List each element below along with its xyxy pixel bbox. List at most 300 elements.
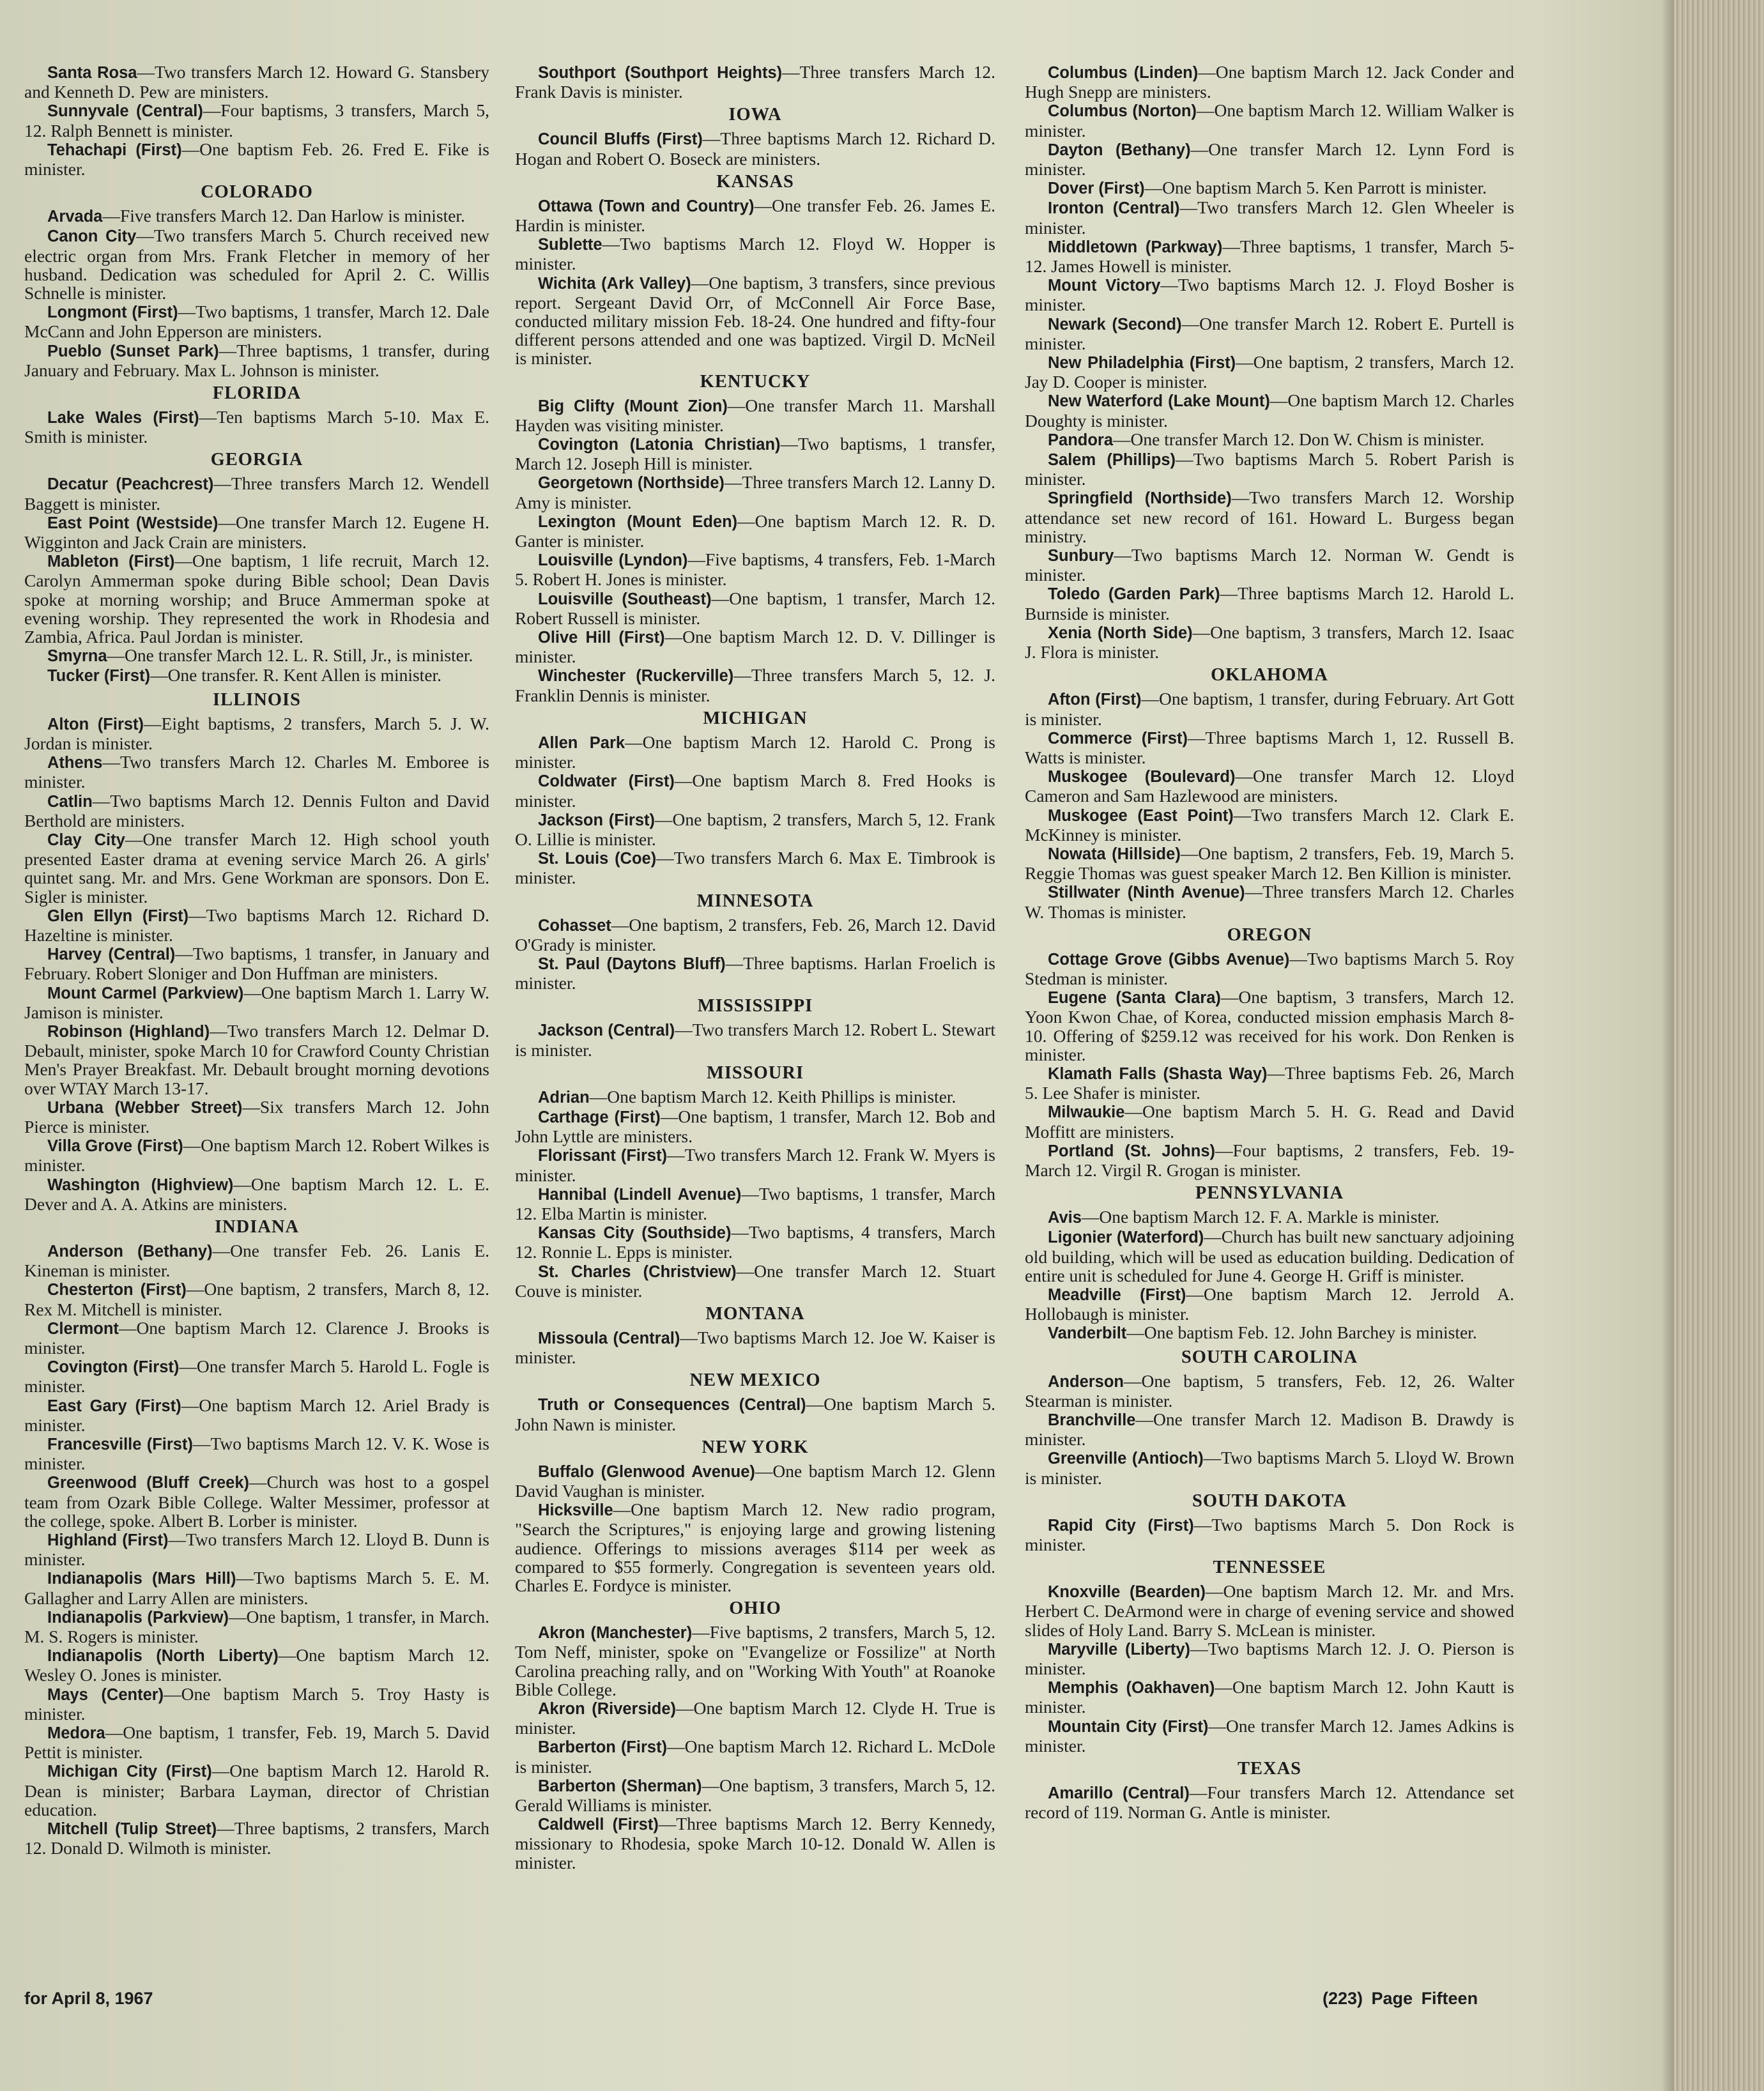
church-report [24,1607,489,1646]
report-text: —One baptism, 2 transfers, March 12. Jay D. Cooper is minister. [1025,352,1514,392]
report-text: —Church was host to a gospel team from Ozark Bible College. Walter Messimer, professor at the college, spoke. Albert B. Lorber is minister. [24,1472,489,1531]
church-name: Carthage (First) [538,1108,661,1126]
report-text: —One transfer March 5. Harold L. Fogle is minister. [24,1356,489,1397]
church-name: St. Louis (Coe) [538,850,657,868]
church-name: Kansas City (Southside) [538,1224,732,1243]
church-report [515,550,995,588]
report-text: —Two transfers March 5. Church received new electric organ from Mrs. Frank Fletcher in memory of her husband. Dedication was scheduled for April 2. C. Willis Schnelle is minister. [24,226,489,303]
state-heading: TEXAS [1237,1759,1302,1779]
church-name: Klamath Falls (Shasta Way) [1048,1064,1268,1083]
state-heading: MONTANA [705,1303,805,1324]
church-name: Clay City [47,831,125,849]
church-report [1025,1582,1514,1639]
report-text: —Three baptisms, 1 transfer, March 5-12. James Howell is minister. [1025,236,1514,277]
report-text: —One baptism March 1. Larry W. Jamison is minister. [24,982,489,1022]
report-text: —One baptism March 12. Robert Wilkes is minister. [24,1135,489,1176]
church-name: Sunbury [1048,547,1114,565]
church-name: Missoula (Central) [538,1329,680,1347]
church-report [1025,546,1514,584]
state-heading: SOUTH DAKOTA [1192,1490,1347,1511]
church-report [515,589,995,627]
report-text: —Three baptisms March 12. Richard D. Hogan and Robert O. Boseck are ministers. [515,128,995,169]
church-report [24,646,489,666]
church-name: Columbus (Linden) [1048,64,1199,82]
church-report [1025,1717,1514,1755]
church-report [1025,728,1514,767]
column-1 [24,63,489,1857]
church-name: Harvey (Central) [47,946,176,964]
report-text: —One baptism, 2 transfers, Feb. 26, March 12. David O'Grady is minister. [515,914,995,954]
church-name: Xenia (North Side) [1048,624,1193,642]
church-report [1025,140,1514,178]
church-name: Salem (Phillips) [1048,451,1176,470]
church-report [515,1737,995,1775]
report-text: —One baptism March 8. Fred Hooks is minister. [515,770,996,811]
state-heading: OREGON [1227,924,1312,945]
report-text: —One baptism, 1 transfer, Feb. 19, March 5. David Pettit is minister. [24,1722,489,1763]
church-report [24,753,489,791]
church-name: Avis [1048,1209,1082,1227]
church-report [24,1761,489,1819]
church-report [24,1530,489,1568]
church-name: Georgetown (Northside) [538,474,725,493]
church-name: Athens [47,754,103,772]
report-text: —One baptism March 12. Jerrold A. Hollobaugh is minister. [1025,1283,1514,1324]
report-text: —Three transfers March 12. Lanny D. Amy is minister. [515,472,995,512]
church-name: Greenwood (Bluff Creek) [47,1474,250,1492]
church-report [1025,101,1514,139]
church-report [1025,275,1514,314]
church-name: Commerce (First) [1048,729,1188,747]
report-text: —One transfer March 12. Eugene H. Wigginton and Jack Crain are ministers. [24,512,489,553]
report-text: —One baptism, 1 life recruit, March 12. Carolyn Ammerman spoke during Bible school; Dean Davis spoke at morning worship; and Bruce Ammerman spoke at evening worship. They represented the work in Rhodesia and Zambia, Africa. Paul Jordan is minister. [24,551,489,647]
church-name: Caldwell (First) [538,1816,659,1834]
report-text: —Three baptisms March 12. Harold L. Burnside is minister. [1025,583,1514,624]
church-name: Canon City [47,227,137,246]
church-report [24,666,489,686]
church-name: East Gary (First) [47,1397,181,1415]
church-report [24,1241,489,1280]
state-heading: OHIO [729,1598,781,1619]
report-text: —One baptism March 5. H. G. Read and David Moffitt are ministers. [1025,1101,1514,1142]
report-text: —One transfer March 12. L. R. Still, Jr., is minister. [107,645,473,666]
church-report [515,771,995,809]
church-name: Jackson (Central) [538,1022,675,1040]
church-name: Pueblo (Sunset Park) [47,342,219,360]
church-name: Tucker (First) [47,667,151,686]
report-text: —Three baptisms, 2 transfers, March 12. Donald D. Wilmoth is minister. [24,1818,489,1858]
church-report [24,1280,489,1318]
church-report [24,206,489,226]
church-name: Robinson (Highland) [47,1022,210,1041]
church-report [1025,1323,1514,1343]
church-report [1025,314,1514,353]
report-text: —One baptism Feb. 26. Fred E. Fike is minister. [24,139,489,180]
report-text: —One baptism, 3 transfers, March 12. Yoon Kwon Chae, of Korea, conducted mission emphasis March 8-10. Offering of $259.12 was received for his work. Don Renken is minister. [1025,987,1514,1064]
church-name: Medora [47,1724,105,1743]
church-report [515,273,995,368]
church-name: Indianapolis (North Liberty) [47,1647,279,1666]
church-name: Mount Victory [1048,277,1161,295]
church-report [515,196,995,234]
report-text: —One baptism, 3 transfers, March 12. Isaac J. Flora is minister. [1025,622,1514,663]
state-heading: KANSAS [716,171,794,192]
report-text: —One baptism, 3 transfers, since previous report. Sergeant David Orr, of McConnell Air Force Base, conducted military mission Feb. 18-24. One hundred and fifty-four different persons attended and one was baptized. Virgil D. McNeil is minister. [515,272,995,369]
report-text: —One baptism, 2 transfers, March 5, 12. Frank O. Lillie is minister. [515,809,995,849]
report-text: —One baptism March 12. L. E. Dever and A. A. Atkins are ministers. [24,1174,490,1214]
report-text: —One baptism March 12. Keith Phillips is minister. [589,1086,956,1107]
report-text: —One baptism March 5. John Nawn is minister. [515,1394,995,1434]
church-report [1025,1783,1514,1821]
report-text: —One transfer March 12. High school youth presented Easter drama at evening service March 26. A girls' quintet sang. Mr. and Mrs. Gene Workman are sponsors. Don E. Sigler is minister. [24,829,489,907]
report-text: —One transfer March 11. Marshall Hayden was visiting minister. [515,395,995,435]
report-text: —Four baptisms, 2 transfers, Feb. 19-March 12. Virgil R. Grogan is minister. [1025,1140,1514,1180]
report-text: —One baptism March 12. Jack Conder and Hugh Snepp are ministers. [1025,62,1514,102]
report-text: —One transfer Feb. 26. Lanis E. Kineman is minister. [24,1240,489,1281]
church-name: East Point (Westside) [47,514,219,532]
church-report [515,848,995,887]
church-report [515,473,995,511]
column-2 [515,63,995,1872]
report-text: —Two transfers March 12. Worship attendance set new record of 161. Howard L. Burgess began ministry. [1025,487,1514,546]
church-report [24,1568,489,1607]
church-report [24,408,489,446]
church-report [1025,1285,1514,1323]
church-report [24,1434,489,1473]
church-name: Muskogee (East Point) [1048,806,1234,825]
church-report [24,1646,489,1684]
report-text: —Five baptisms, 2 transfers, March 5, 12. Tom Neff, minister, spoke on "Evangelize or Fossilize" at North Carolina preaching rally, and on "Working With Youth" at Roanoke Bible College. [515,1622,995,1699]
church-report [24,1175,489,1213]
state-heading: MISSISSIPPI [697,996,813,1016]
state-heading: MISSOURI [706,1062,804,1083]
church-report [1025,450,1514,488]
church-report [1025,1410,1514,1448]
report-text: —One baptism, 1 transfer, during February. Art Gott is minister. [1025,689,1514,729]
church-report [515,434,995,473]
church-report [24,63,489,101]
church-name: Adrian [538,1088,590,1107]
church-report [24,474,489,512]
church-report [515,1184,995,1223]
church-name: Branchville [1048,1411,1136,1429]
church-name: Arvada [47,208,103,226]
report-text: —Two transfers March 12. Charles M. Emboree is minister. [24,752,489,792]
church-name: Newark (Second) [1048,315,1182,333]
report-text: —Four baptisms, 3 transfers, March 5, 12. Ralph Bennett is minister. [24,100,489,141]
church-name: New Waterford (Lake Mount) [1048,392,1270,411]
report-text: —One transfer March 12. Lynn Ford is minister. [1025,139,1515,180]
report-text: —One baptism March 12. F. A. Markle is minister. [1081,1207,1439,1227]
church-name: Middletown (Parkway) [1048,238,1223,256]
church-report [1025,1372,1514,1410]
church-report [24,1098,489,1136]
report-text: —Two baptisms, 1 transfer, March 12. Dale McCann and John Epperson are ministers. [24,302,489,342]
church-report [1025,1515,1514,1554]
church-report [24,1819,489,1857]
church-report [1025,430,1514,450]
report-text: —One baptism March 12. D. V. Dillinger is minister. [515,627,995,667]
issue-date: for April 8, 1967 [24,1989,153,2008]
church-report [24,792,489,830]
church-report [24,513,489,551]
report-text: —One baptism March 12. Richard L. McDole is minister. [515,1736,995,1777]
report-text: —Two transfers March 6. Max E. Timbrook is minister. [515,848,995,888]
church-name: Decatur (Peachcrest) [47,475,214,494]
church-name: Urbana (Webber Street) [47,1098,243,1117]
church-report [515,512,995,550]
church-report [1025,178,1514,198]
report-text: —Two baptisms March 12. V. K. Wose is minister. [24,1434,490,1474]
church-name: Dover (First) [1048,180,1145,198]
report-text: —One baptism March 12. Wesley O. Jones is minister. [24,1645,489,1685]
church-report [1025,237,1514,275]
church-name: Springfield (Northside) [1048,489,1232,508]
report-text: —One baptism, 1 transfer, in March. M. S. Rogers is minister. [24,1606,489,1647]
church-name: Southport (Southport Heights) [538,64,783,82]
report-text: —Two baptisms, 4 transfers, March 12. Ronnie L. Epps is minister. [515,1222,995,1262]
church-name: Washington (Highview) [47,1176,234,1194]
church-report [24,983,489,1022]
report-text: —Two baptisms, 1 transfer, in January and February. Robert Sloniger and Don Huffman are ministers. [24,944,489,984]
report-text: —Six transfers March 12. John Pierce is minister. [24,1096,489,1137]
church-report [1025,1064,1514,1102]
report-text: —One baptism March 12. R. D. Ganter is minister. [515,510,995,551]
church-report [1025,806,1514,844]
report-text: —Three baptisms March 1, 12. Russell B. Watts is minister. [1025,727,1514,767]
report-text: —One baptism March 12. Mr. and Mrs. Herbert C. DeArmond were in charge of evening service and showed slides of Holy Land. Barry S. McLean is minister. [1025,1581,1514,1640]
report-text: —One transfer March 12. Madison B. Drawdy is minister. [1025,1409,1514,1450]
church-name: Stillwater (Ninth Avenue) [1048,884,1245,902]
church-report [515,63,995,101]
report-text: —Four transfers March 12. Attendance set record of 119. Norman G. Antle is minister. [1025,1782,1514,1823]
church-name: Akron (Manchester) [538,1624,693,1643]
report-text: —One baptism March 12. New radio program, "Search the Scriptures," is enjoying large and growing listening audience. Offerings to missions averages $114 per week as compared to $55 formerly. Congregation is seventeen years old. Charles E. Fordyce is minister. [515,1499,995,1595]
church-name: Buffalo (Glenwood Avenue) [538,1462,755,1481]
church-report [24,906,489,944]
church-name: Maryville (Liberty) [1048,1640,1191,1658]
report-text: —One baptism March 12. Harold C. Prong is minister. [515,731,995,772]
church-report [1025,63,1514,101]
state-heading: GEORGIA [210,450,303,470]
report-text: —Eight baptisms, 2 transfers, March 5. J. W. Jordan is minister. [24,713,489,753]
church-name: Ottawa (Town and Country) [538,197,755,215]
church-name: Jackson (First) [538,811,656,829]
church-report [1025,767,1514,805]
church-report [1025,1102,1514,1140]
church-name: Tehachapi (First) [47,141,182,159]
church-report [24,341,489,379]
church-name: Louisville (Southeast) [538,590,712,608]
church-name: Big Clifty (Mount Zion) [538,397,728,415]
church-report [1025,584,1514,622]
page-number: (223) Page Fifteen [1323,1989,1478,2008]
church-name: Louisville (Lyndon) [538,551,688,570]
church-report [24,226,489,302]
report-text: —Three baptisms March 12. Berry Kennedy, missionary to Rhodesia, spoke March 10-12. Donald W. Allen is minister. [515,1814,995,1873]
report-text: —One baptism March 12. Glenn David Vaughan is minister. [515,1460,995,1501]
church-name: Memphis (Oakhaven) [1048,1679,1215,1697]
church-report [1025,949,1514,988]
report-text: —One baptism March 12. Clarence J. Brooks is minister. [24,1317,489,1358]
church-report [1025,353,1514,391]
report-text: —One baptism, 2 transfers, Feb. 19, March 5. Reggie Thomas was guest speaker March 12. Ben Killion is minister. [1025,843,1514,884]
church-report [1025,623,1514,661]
church-name: Sunnyvale (Central) [47,102,203,121]
church-name: Pandora [1048,431,1114,449]
church-report [24,1319,489,1357]
church-name: Milwaukie [1048,1103,1125,1122]
church-name: Indianapolis (Parkview) [47,1608,229,1627]
church-name: Francesville (First) [47,1436,193,1453]
church-report [24,302,489,341]
church-report [24,944,489,983]
church-report [1025,1141,1514,1179]
report-text: —Two transfers March 12. Frank W. Myers is minister. [515,1145,996,1185]
church-name: Alton (First) [47,715,144,733]
church-name: Winchester (Ruckerville) [538,667,734,686]
church-name: Florissant (First) [538,1147,668,1165]
report-text: —One baptism, 1 transfer, March 12. Bob and John Lyttle are ministers. [515,1106,996,1147]
church-report [24,140,489,178]
church-report [1025,844,1514,882]
report-text: —One baptism, 5 transfers, Feb. 12, 26. Walter Stearman is minister. [1025,1370,1514,1411]
report-text: —Three transfers March 5, 12. J. Franklin Dennis is minister. [515,665,995,705]
church-report [515,1814,995,1872]
church-report [515,1776,995,1814]
church-name: Covington (First) [47,1358,180,1377]
church-name: Mays (Center) [47,1685,164,1704]
church-report [515,1699,995,1737]
state-heading: FLORIDA [212,383,302,404]
church-report [1025,1448,1514,1487]
church-name: Cottage Grove (Gibbs Avenue) [1048,950,1290,969]
church-name: Hannibal (Lindell Avenue) [538,1185,742,1204]
church-name: Highland (First) [47,1531,169,1550]
report-text: —Three transfers March 12. Wendell Baggett is minister. [24,473,489,514]
church-name: Barberton (First) [538,1738,668,1757]
report-text: —Two transfers March 12. Delmar D. Debault, minister, spoke March 10 for Crawford County Christian Men's Prayer Breakfast. Mr. Debault brought morning devotions over WTAY March 13-17. [24,1020,489,1098]
report-text: —Two baptisms March 5. E. M. Gallagher and Larry Allen are ministers. [24,1568,489,1608]
church-report [515,733,995,771]
church-report [515,129,995,167]
report-text: —Five baptisms, 4 transfers, Feb. 1-March 5. Robert H. Jones is minister. [515,549,995,590]
report-text: —Two baptisms, 1 transfer, March 12. Joseph Hill is minister. [515,434,995,474]
report-text: —Two transfers March 12. Robert L. Stewart is minister. [515,1020,995,1060]
church-name: Eugene (Santa Clara) [1048,989,1221,1007]
report-text: —One baptism Feb. 12. John Barchey is minister. [1126,1322,1477,1343]
report-text: —Two baptisms March 12. Richard D. Hazeltine is minister. [24,905,489,945]
church-report [515,396,995,434]
church-name: Covington (Latonia Christian) [538,436,781,454]
church-name: Smyrna [47,647,107,666]
church-report [1025,1639,1514,1678]
church-name: Chesterton (First) [47,1281,187,1299]
church-name: Wichita (Ark Valley) [538,274,691,293]
state-heading: TENNESSEE [1213,1558,1326,1578]
church-name: Muskogee (Boulevard) [1048,768,1236,786]
church-report [515,627,995,666]
church-report [515,1395,995,1433]
report-text: —Two baptisms March 5. Lloyd W. Brown is minister. [1025,1448,1514,1488]
church-report [515,1145,995,1184]
church-name: Coldwater (First) [538,772,675,791]
report-text: —One baptism March 5. Troy Hasty is minister. [24,1683,489,1724]
church-name: Amarillo (Central) [1048,1784,1190,1803]
church-report [24,551,489,646]
church-report [515,915,995,954]
church-name: Santa Rosa [47,64,137,82]
church-report [1025,488,1514,546]
church-name: Glen Ellyn (First) [47,907,189,925]
church-name: Allen Park [538,733,625,752]
church-report [24,1685,489,1723]
report-text: —One baptism March 12. Charles Doughty is minister. [1025,390,1514,431]
report-text: —Three baptisms Feb. 26, March 5. Lee Shafer is minister. [1025,1062,1514,1103]
church-name: St. Paul (Daytons Bluff) [538,954,726,973]
church-report [24,101,489,139]
report-text: —Ten baptisms March 5-10. Max E. Smith is minister. [24,407,489,447]
report-text: —One transfer March 12. James Adkins is minister. [1025,1715,1514,1756]
church-name: Lexington (Mount Eden) [538,512,738,531]
church-name: Akron (Riverside) [538,1700,676,1719]
church-name: Afton (First) [1048,691,1142,709]
church-name: Nowata (Hillside) [1048,845,1181,863]
church-name: Indianapolis (Mars Hill) [47,1570,236,1588]
church-name: St. Charles (Christview) [538,1262,737,1281]
church-name: Ligonier (Waterford) [1048,1229,1204,1247]
report-text: —One transfer March 12. Don W. Chism is minister. [1113,429,1485,449]
church-report [1025,1678,1514,1716]
state-heading: NEW MEXICO [689,1370,821,1391]
church-report [24,1723,489,1761]
church-name: Mitchell (Tulip Street) [47,1820,217,1839]
church-name: Hicksville [538,1501,613,1520]
church-name: Portland (St. Johns) [1048,1142,1216,1160]
church-report [1025,198,1514,236]
report-text: —One baptism March 12. William Walker is minister. [1025,100,1514,141]
church-report [515,1107,995,1145]
report-text: —One baptism, 2 transfers, March 8, 12. Rex M. Mitchell is minister. [24,1279,489,1319]
state-heading: KENTUCKY [700,371,811,392]
report-text: —Three baptisms, 1 transfer, during January and February. Max L. Johnson is minister. [24,340,489,380]
church-report [515,234,995,273]
church-name: Rapid City (First) [1048,1516,1194,1535]
church-name: Mount Carmel (Parkview) [47,984,244,1002]
church-name: Sublette [538,236,602,254]
church-name: Olive Hill (First) [538,629,665,647]
church-name: Columbus (Norton) [1048,102,1197,121]
church-name: Michigan City (First) [47,1763,212,1781]
state-heading: IOWA [728,105,782,125]
church-name: Dayton (Bethany) [1048,141,1191,159]
report-text: —Three transfers March 12. Charles W. Thomas is minister. [1025,882,1514,922]
report-text: —One baptism March 12. Harold R. Dean is minister; Barbara Layman, director of Christian education. [24,1761,489,1819]
church-report [515,1623,995,1699]
church-report [24,1022,489,1098]
report-text: —Two transfers March 12. Clark E. McKinney is minister. [1025,804,1514,845]
church-report [24,830,489,906]
report-text: —One transfer March 12. Robert E. Purtell is minister. [1025,313,1514,353]
church-report [515,1223,995,1261]
state-heading: MICHIGAN [703,708,808,728]
report-text: —Two baptisms March 5. Don Rock is minister. [1025,1514,1515,1555]
state-heading: COLORADO [201,182,313,203]
church-name: Meadville (First) [1048,1285,1186,1304]
church-report [515,810,995,848]
church-name: Knoxville (Bearden) [1048,1583,1206,1602]
report-text: —One transfer. R. Kent Allen is minister. [150,665,442,686]
